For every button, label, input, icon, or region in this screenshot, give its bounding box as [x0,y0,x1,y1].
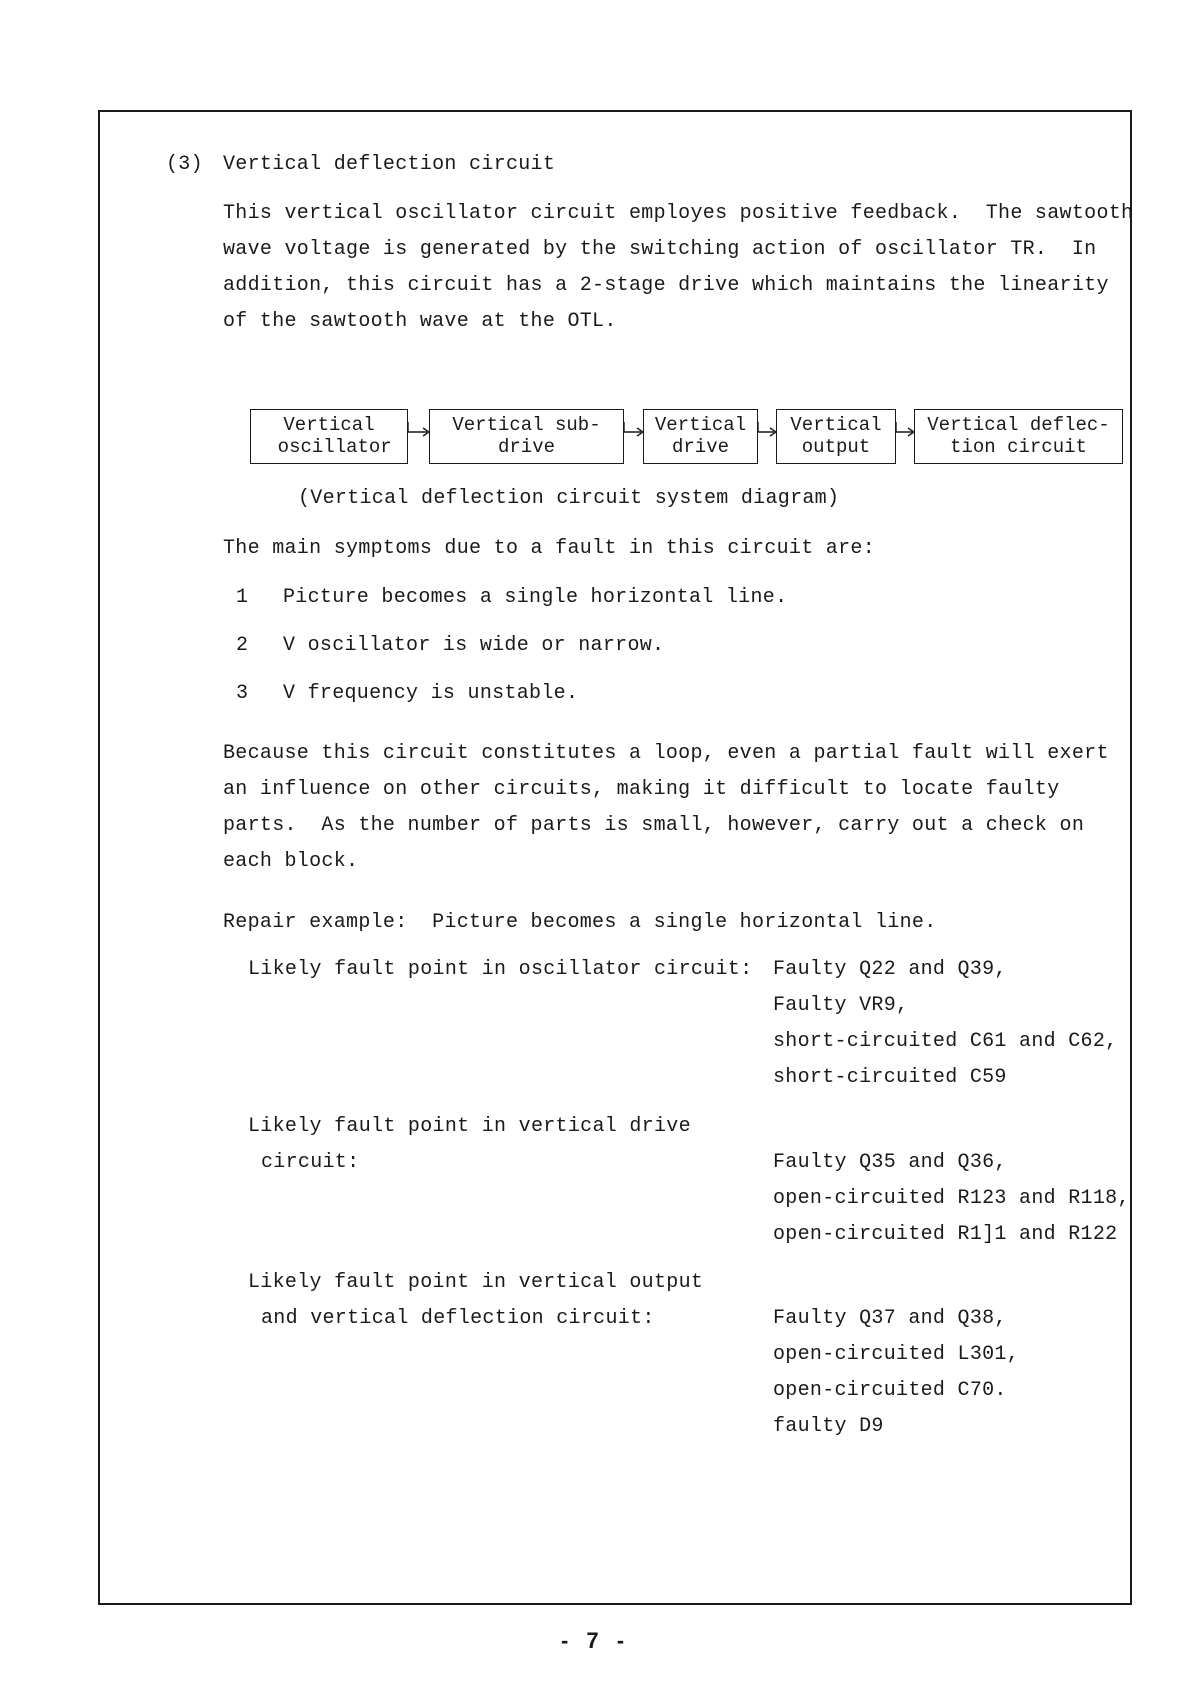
fault-part: open-circuited L301, [773,1343,1020,1366]
fault-group-label: circuit: [261,1151,360,1174]
arrow-icon [407,420,431,444]
loop-note-line: an influence on other circuits, making it difficult to locate faulty [223,778,1060,801]
repair-example-label: Repair example: Picture becomes a single horizontal line. [223,911,937,934]
fault-part: Faulty Q35 and Q36, [773,1151,1007,1174]
fault-part: open-circuited C70. [773,1379,1007,1402]
fault-part: short-circuited C61 and C62, [773,1030,1118,1053]
fault-part: short-circuited C59 [773,1066,1007,1089]
loop-note-line: Because this circuit constitutes a loop, even a partial fault will exert [223,742,1109,765]
arrow-icon [895,420,916,444]
section-number: (3) [166,153,203,176]
list-item-number: 2 [236,634,249,657]
page-number: - 7 - [560,1628,631,1653]
fault-group-label: Likely fault point in oscillator circuit: [248,958,753,981]
fault-part: open-circuited R123 and R118, [773,1187,1130,1210]
block-vertical-deflection-circuit: Vertical deflec- tion circuit [914,409,1123,464]
arrow-icon [623,420,645,444]
intro-line: of the sawtooth wave at the OTL. [223,310,617,333]
arrow-icon [757,420,778,444]
block-vertical-sub-drive: Vertical sub- drive [429,409,624,464]
intro-line: wave voltage is generated by the switching action of oscillator TR. In [223,238,1097,261]
fault-part: open-circuited R1]1 and R122 [773,1223,1118,1246]
loop-note-line: parts. As the number of parts is small, however, carry out a check on [223,814,1085,837]
fault-group-label: and vertical deflection circuit: [261,1307,655,1330]
intro-line: addition, this circuit has a 2-stage drive which maintains the linearity [223,274,1109,297]
list-item: V oscillator is wide or narrow. [283,634,665,657]
section-title: Vertical deflection circuit [223,153,556,176]
symptoms-intro: The main symptoms due to a fault in this circuit are: [223,537,876,560]
block-vertical-drive: Vertical drive [643,409,758,464]
list-item: V frequency is unstable. [283,682,579,705]
list-item-number: 3 [236,682,249,705]
fault-part: Faulty Q22 and Q39, [773,958,1007,981]
block-vertical-output: Vertical output [776,409,896,464]
fault-part: faulty D9 [773,1415,884,1438]
diagram-caption: (Vertical deflection circuit system diagram) [298,487,840,510]
list-item: Picture becomes a single horizontal line. [283,586,788,609]
fault-group-label: Likely fault point in vertical output [248,1271,704,1294]
fault-part: Faulty Q37 and Q38, [773,1307,1007,1330]
intro-line: This vertical oscillator circuit employes positive feedback. The sawtooth [223,202,1134,225]
fault-part: Faulty VR9, [773,994,909,1017]
list-item-number: 1 [236,586,249,609]
block-vertical-oscillator: Vertical oscillator [250,409,408,464]
fault-group-label: Likely fault point in vertical drive [248,1115,691,1138]
loop-note-line: each block. [223,850,359,873]
